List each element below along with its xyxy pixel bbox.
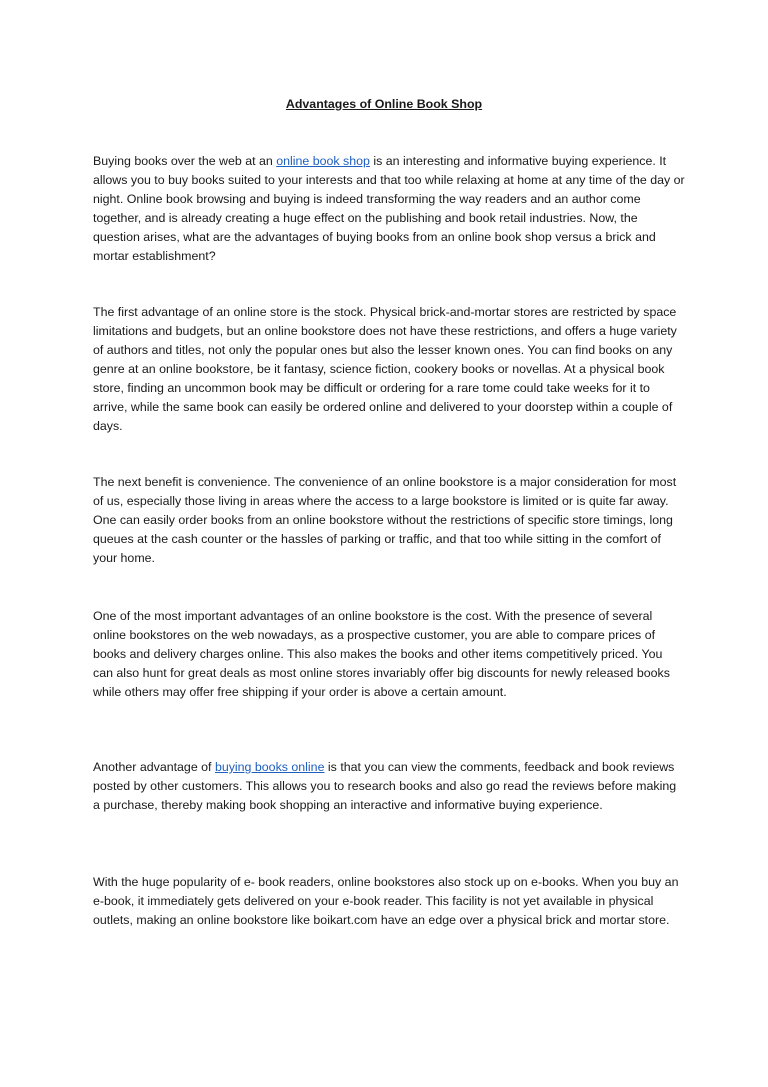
paragraph-intro-text-before: Buying books over the web at an xyxy=(93,154,277,168)
buying-books-online-link[interactable]: buying books online xyxy=(214,760,325,774)
paragraph-cost: One of the most important advantages of an online bookstore is the cost. With the presence of several online bookstores on the web nowadays, as a prospective customer, you are able to compare prices of books and delivery charges online. This also makes the books and other items competitively priced. You can also hunt for great deals as most online stores invariably offer big discounts for newly released books while others may offer free shipping if your order is above a certain amount. xyxy=(93,609,670,699)
paragraph-reviews xyxy=(93,758,685,815)
paragraph-intro xyxy=(93,152,685,266)
paragraph-intro-text-after: is an interesting and informative buying experience. It allows you to buy books suited to your interests and that too while relaxing at home at any time of the day or night. Online book browsing and buying is indeed transforming the way readers and an author come together, and is already creating a huge effect on the publishing and book retail industries. Now, the question arises, what are the advantages of buying books from an online book shop versus a brick and mortar establishment? xyxy=(93,154,685,263)
paragraph-reviews-text-before: Another advantage of xyxy=(93,760,215,774)
online-book-shop-link[interactable]: online book shop xyxy=(276,154,370,168)
paragraph-convenience: The next benefit is convenience. The convenience of an online bookstore is a major consideration for most of us, especially those living in areas where the access to a large bookstore is limited or is quite far away. One can easily order books from an online bookstore without the restrictions of specific store timings, long queues at the cash counter or the hassles of parking or traffic, and that too while sitting in the comfort of your home. xyxy=(93,475,677,565)
paragraph-stock: The first advantage of an online store is the stock. Physical brick-and-mortar stores are restricted by space limitations and budgets, but an online bookstore does not have these restrictions, and offers a huge variety of authors and titles, not only the popular ones but also the lesser known ones. You can find books on any genre at an online bookstore, be it fantasy, science fiction, cookery books or novellas. At a physical book store, finding an uncommon book may be difficult or ordering for a rare tome could take weeks for it to arrive, while the same book can easily be ordered online and delivered to your doorstep within a couple of days. xyxy=(93,305,677,433)
page-title: Advantages of Online Book Shop xyxy=(285,97,483,111)
paragraph-reviews-text-after: is that you can view the comments, feedback and book reviews posted by other customers. This allows you to research books and also go read the reviews before making a purchase, thereby making book shopping an interactive and informative buying experience. xyxy=(93,760,677,812)
paragraph-ebooks: With the huge popularity of e- book readers, online bookstores also stock up on e-books. When you buy an e-book, it immediately gets delivered on your e-book reader. This facility is not yet available in physical outlets, making an online bookstore like boikart.com have an edge over a physical brick and mortar store. xyxy=(93,875,679,927)
